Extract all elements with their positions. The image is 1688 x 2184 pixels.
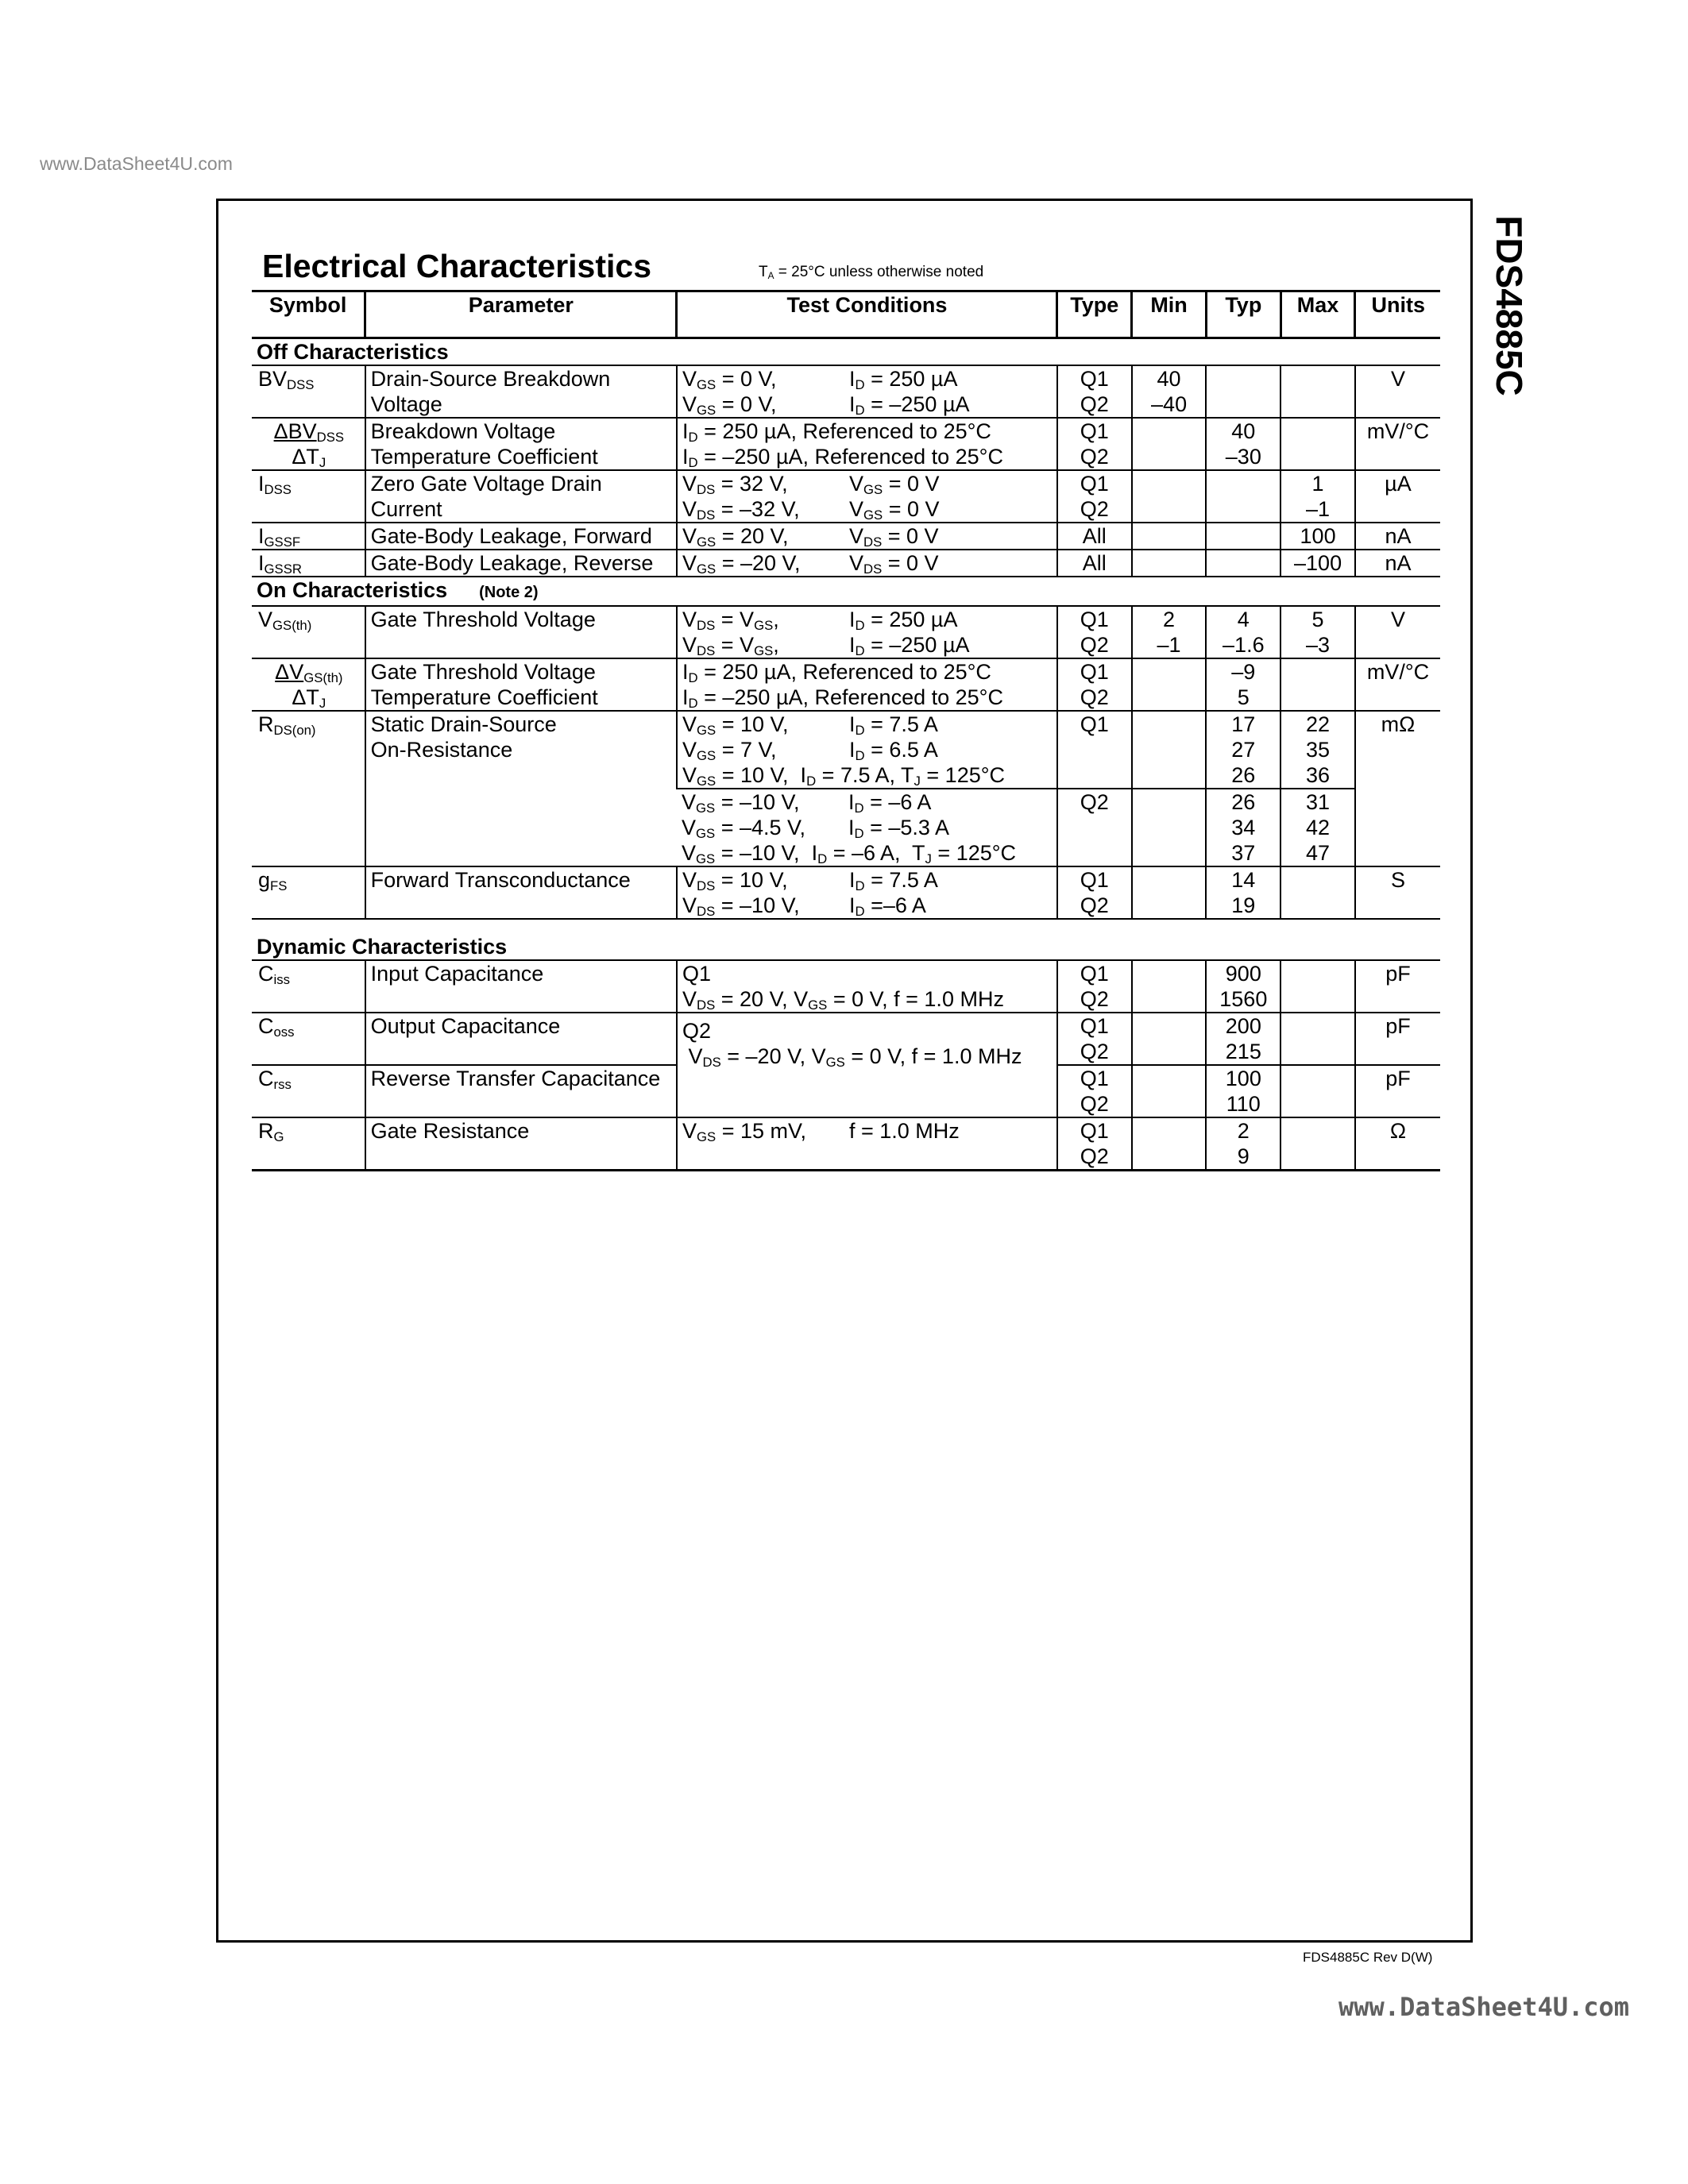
- symbol-coss: $C_{oss}$: [252, 1013, 365, 1065]
- max-cell: 5 –3: [1280, 606, 1355, 658]
- units-cell: nA: [1355, 523, 1440, 550]
- param-cell: Input Capacitance: [365, 960, 677, 1013]
- symbol-delta-vgsth: $\Delta V_{GS(th)}$ $\Delta T_J$: [252, 658, 365, 711]
- max-cell: [1280, 1117, 1355, 1171]
- symbol-crss: $C_{rss}$: [252, 1065, 365, 1117]
- typ-cell: [1206, 523, 1280, 550]
- table-row: [252, 658, 1440, 711]
- table-row: [252, 960, 1440, 1013]
- conditions-cell: $I_D = 250$ µA, Referenced to 25°C $I_D = -250$ µA, Referenced to 25°C: [677, 658, 1057, 711]
- max-cell: –100: [1280, 550, 1355, 577]
- min-cell: 40 –40: [1132, 365, 1207, 418]
- table-row: [252, 1117, 1440, 1171]
- typ-cell: [1206, 470, 1280, 523]
- type-cell: Q1 Q2: [1057, 866, 1132, 919]
- units-cell: V: [1355, 365, 1440, 418]
- header-type: Type: [1057, 291, 1132, 338]
- param-cell: Reverse Transfer Capacitance: [365, 1065, 677, 1117]
- condition-note: $T_A = 25^\circ C$ unless otherwise noted: [759, 264, 984, 281]
- units-cell: mΩ: [1355, 711, 1440, 866]
- table-row: [252, 606, 1440, 658]
- symbol-ciss: $C_{iss}$: [252, 960, 365, 1013]
- param-cell: Gate Threshold Voltage Temperature Coefficient: [365, 658, 677, 711]
- typ-cell: [1206, 550, 1280, 577]
- typ-cell: –9 5: [1206, 658, 1280, 711]
- table-row: [252, 866, 1440, 919]
- type-cell: Q1 Q2: [1057, 470, 1132, 523]
- min-cell: 2 –1: [1132, 606, 1207, 658]
- min-cell: [1132, 1013, 1207, 1065]
- typ-cell: 26 34 37: [1206, 789, 1280, 866]
- typ-cell: 200 215: [1206, 1013, 1280, 1065]
- header-min: Min: [1132, 291, 1207, 338]
- section-dynamic: Dynamic Characteristics: [252, 919, 1440, 960]
- type-cell: Q1 Q2: [1057, 1065, 1132, 1117]
- units-cell: Ω: [1355, 1117, 1440, 1171]
- table-row: [252, 365, 1440, 418]
- conditions-cell: $V_{GS} = 0$ V, $I_D = 250$ µA $V_{GS} = 0$ V, $I_D = -250$ µA: [677, 365, 1057, 418]
- type-cell: Q1 Q2: [1057, 1013, 1132, 1065]
- param-cell: Gate-Body Leakage, Forward: [365, 523, 677, 550]
- conditions-cell-q2: Q2 $V_{DS} = -20$ V, $V_{GS} = 0$ V, f = 1.0 MHz: [677, 1013, 1057, 1117]
- units-cell: mV/°C: [1355, 418, 1440, 470]
- param-cell: Static Drain-Source On-Resistance: [365, 711, 677, 866]
- units-cell: pF: [1355, 960, 1440, 1013]
- param-cell: Drain-Source Breakdown Voltage: [365, 365, 677, 418]
- watermark-top[interactable]: www.DataSheet4U.com: [40, 153, 233, 174]
- type-cell: Q1 Q2: [1057, 960, 1132, 1013]
- page-title: Electrical Characteristics: [262, 248, 651, 284]
- watermark-bottom[interactable]: www.DataSheet4U.com: [1338, 1992, 1630, 2022]
- max-cell: [1280, 1013, 1355, 1065]
- units-cell: nA: [1355, 550, 1440, 577]
- type-cell: Q1 Q2: [1057, 1117, 1132, 1171]
- type-cell: Q1 Q2: [1057, 418, 1132, 470]
- max-cell: [1280, 418, 1355, 470]
- max-cell: [1280, 960, 1355, 1013]
- footer-revision: FDS4885C Rev D(W): [1303, 1950, 1433, 1965]
- conditions-cell: $V_{DS} = 32$ V, $V_{GS} = 0$ V $V_{DS} = -32$ V, $V_{GS} = 0$ V: [677, 470, 1057, 523]
- max-cell: [1280, 658, 1355, 711]
- conditions-cell: $V_{DS} = V_{GS}$, $I_D = 250$ µA $V_{DS} = V_{GS}$, $I_D = -250$ µA: [677, 606, 1057, 658]
- min-cell: [1132, 866, 1207, 919]
- header-test-conditions: Test Conditions: [677, 291, 1057, 338]
- min-cell: [1132, 1117, 1207, 1171]
- symbol-bvdss: $BV_{DSS}$: [252, 365, 365, 418]
- units-cell: V: [1355, 606, 1440, 658]
- typ-cell: 100 110: [1206, 1065, 1280, 1117]
- min-cell: [1132, 418, 1207, 470]
- symbol-vgsth: $V_{GS(th)}$: [252, 606, 365, 658]
- param-cell: Breakdown Voltage Temperature Coefficient: [365, 418, 677, 470]
- typ-cell: 40 –30: [1206, 418, 1280, 470]
- type-cell: Q1 Q2: [1057, 658, 1132, 711]
- type-cell: All: [1057, 523, 1132, 550]
- symbol-delta-bvdss: $\Delta BV_{DSS}$ $\Delta T_J$: [252, 418, 365, 470]
- type-cell: Q1 Q2: [1057, 365, 1132, 418]
- units-cell: S: [1355, 866, 1440, 919]
- header-units: Units: [1355, 291, 1440, 338]
- param-cell: Forward Transconductance: [365, 866, 677, 919]
- part-number-side-title: FDS4885C: [1489, 214, 1530, 396]
- param-cell: Output Capacitance: [365, 1013, 677, 1065]
- header-parameter: Parameter: [365, 291, 677, 338]
- max-cell: 1 –1: [1280, 470, 1355, 523]
- min-cell: [1132, 470, 1207, 523]
- units-cell: pF: [1355, 1065, 1440, 1117]
- table-row: [252, 418, 1440, 470]
- units-cell: pF: [1355, 1013, 1440, 1065]
- symbol-gfs: $g_{FS}$: [252, 866, 365, 919]
- symbol-rdson: $R_{DS(on)}$: [252, 711, 365, 866]
- header-row: [252, 291, 1440, 338]
- conditions-cell-q1: Q1 $V_{DS} = 20$ V, $V_{GS} = 0$ V, f = 1.0 MHz: [677, 960, 1057, 1013]
- conditions-cell: $V_{GS} = 10$ V, $I_D = 7.5$ A $V_{GS} = 7$ V, $I_D = 6.5$ A $V_{GS} = 10$ V, $I_D = 7.5$ A, $T_J = 125^\circ C$: [677, 711, 1057, 789]
- header-symbol: Symbol: [252, 291, 365, 338]
- header-typ: Typ: [1206, 291, 1280, 338]
- conditions-cell: $V_{GS} = 20$ V, $V_{DS} = 0$ V: [677, 523, 1057, 550]
- type-cell: Q1: [1057, 711, 1132, 789]
- conditions-cell: $V_{GS} = -20$ V, $V_{DS} = 0$ V: [677, 550, 1057, 577]
- min-cell: [1132, 1065, 1207, 1117]
- table-row: [252, 1013, 1440, 1065]
- min-cell: [1132, 789, 1207, 866]
- units-cell: mV/°C: [1355, 658, 1440, 711]
- table-row: [252, 523, 1440, 550]
- conditions-cell: $V_{GS} = -10$ V, $I_D = -6$ A $V_{GS} = -4.5$ V, $I_D = -5.3$ A $V_{GS} = -10$ V, $I_D = -6$ A, $T_J = 125^\circ C$: [677, 789, 1057, 866]
- param-cell: Gate Threshold Voltage: [365, 606, 677, 658]
- units-cell: µA: [1355, 470, 1440, 523]
- min-cell: [1132, 550, 1207, 577]
- type-cell: Q2: [1057, 789, 1132, 866]
- min-cell: [1132, 523, 1207, 550]
- typ-cell: 17 27 26: [1206, 711, 1280, 789]
- electrical-characteristics-table: [252, 290, 1440, 1171]
- min-cell: [1132, 658, 1207, 711]
- symbol-rg: $R_G$: [252, 1117, 365, 1171]
- max-cell: 22 35 36: [1280, 711, 1355, 789]
- type-cell: Q1 Q2: [1057, 606, 1132, 658]
- typ-cell: 14 19: [1206, 866, 1280, 919]
- max-cell: 31 42 47: [1280, 789, 1355, 866]
- table-row: [252, 550, 1440, 577]
- max-cell: [1280, 866, 1355, 919]
- table-row: [252, 470, 1440, 523]
- param-cell: Zero Gate Voltage Drain Current: [365, 470, 677, 523]
- type-cell: All: [1057, 550, 1132, 577]
- symbol-idss: $I_{DSS}$: [252, 470, 365, 523]
- conditions-cell: $V_{DS} = 10$ V, $I_D = 7.5$ A $V_{DS} = -10$ V, $I_D =-6$ A: [677, 866, 1057, 919]
- section-on: On Characteristics (Note 2): [252, 577, 1440, 606]
- min-cell: [1132, 711, 1207, 789]
- typ-cell: [1206, 365, 1280, 418]
- conditions-cell: $V_{GS} = 15$ mV, f = 1.0 MHz: [677, 1117, 1057, 1171]
- min-cell: [1132, 960, 1207, 1013]
- typ-cell: 900 1560: [1206, 960, 1280, 1013]
- typ-cell: 2 9: [1206, 1117, 1280, 1171]
- param-cell: Gate Resistance: [365, 1117, 677, 1171]
- section-off: Off Characteristics: [252, 338, 1440, 366]
- conditions-cell: $I_D = 250$ µA, Referenced to 25°C $I_D = -250$ µA, Referenced to 25°C: [677, 418, 1057, 470]
- table-row: [252, 711, 1440, 789]
- header-max: Max: [1280, 291, 1355, 338]
- symbol-igssf: $I_{GSSF}$: [252, 523, 365, 550]
- max-cell: 100: [1280, 523, 1355, 550]
- param-cell: Gate-Body Leakage, Reverse: [365, 550, 677, 577]
- max-cell: [1280, 365, 1355, 418]
- typ-cell: 4 –1.6: [1206, 606, 1280, 658]
- symbol-igssr: $I_{GSSR}$: [252, 550, 365, 577]
- max-cell: [1280, 1065, 1355, 1117]
